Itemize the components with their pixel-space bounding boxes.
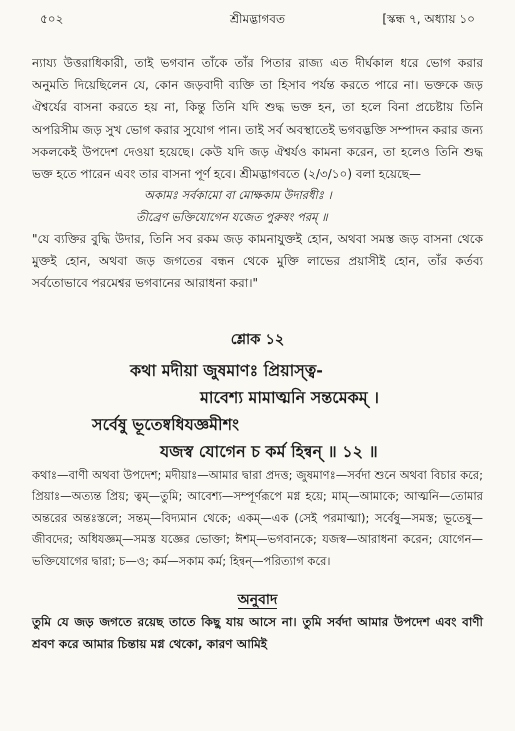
translation-heading	[32, 589, 483, 611]
word-for-word-synonyms: কথাঃ—বাণী অথবা উপদেশ; মদীয়াঃ—আমার দ্বারা প্রদত্ত; জুষমাণঃ—সর্বদা শুনে অথবা বিচার করে; প্রিয়াঃ—অত্যন্ত প্রিয়; ত্বম্—তুমি; আবেশ্য—সম্পূর্ণরূপে মগ্ন হয়ে; মাম্—আমাকে; আত্মনি—তোমার অন্তরের অন্তঃস্তলে; সন্তম্—বিদ্যমান থেকে; একম্—এক (সেই পরমাত্মা); সর্বেষু—সমস্ত; ভূতেষু—জীবদের; অধিযজ্ঞম্—সমস্ত যজ্ঞের ভোক্তা; ঈশম্—ভগবানকে; যজস্ব—আরাধনা করেন; যোগেন—ভক্তিযোগের দ্বারা; চ—ও; কর্ম—সকাম কর্ম; হিন্বন্—পরিত্যাগ করে।	[32, 467, 483, 568]
page-body	[32, 52, 483, 655]
verse-line-4: যজস্ব যোগেন চ কর্ম হিন্বন্ ॥ ১২ ॥	[160, 441, 378, 461]
verse-line-1: কথা মদীয়া জুষমাণঃ প্রিয়াস্ত্ব-	[130, 360, 323, 380]
sanskrit-quote	[48, 184, 483, 228]
running-header	[40, 10, 475, 28]
chapter-reference: [স্কন্ধ ৭, অধ্যায় ১০	[382, 12, 475, 26]
page-number: ৫০২	[40, 12, 64, 26]
verse-line-3: সর্বেষু ভূতেষ্বধিযজ্ঞমীশং	[92, 414, 239, 434]
purport-paragraph: ন্যায্য উত্তরাধিকারী, তাই ভগবান তাঁকে তাঁর পিতার রাজ্য এত দীর্ঘকাল ধরে ভোগ করার অনুমতি দিয়েছিলেন যে, কোন জড়বাদী ব্যক্তি তা হিসাব পর্যন্ত করতে পারে না। ভক্তকে জড় ঐশ্বর্যের বাসনা করতে হয় না, কিন্তু তিনি যদি শুদ্ধ ভক্ত হন, তা হলে বিনা প্রচেষ্টায় তিনি অপরিসীম জড় সুখ ভোগ করার সুযোগ পান। তাই সর্ব অবস্থাতেই ভগবদ্ভক্তি সম্পাদন করার জন্য সকলকেই উপদেশ দেওয়া হয়েছে। কেউ যদি জড় ঐশ্বর্যও কামনা করেন, তা হলেও তিনি শুদ্ধ ভক্ত হতে পারেন এবং তার বাসনা পূর্ণ হবে। শ্রীমদ্ভাগবতে (২/৩/১০) বলা হয়েছে—	[32, 56, 483, 182]
sanskrit-quote-line-1: অকামঃ সর্বকামো বা মোক্ষকাম উদারধীঃ ।	[144, 188, 332, 202]
book-title: শ্রীমদ্ভাগবত	[229, 12, 285, 26]
verse-line-2: মাবেশ্য মামাত্মনি সন্তমেকম্ ।	[200, 387, 379, 407]
translation-heading-label: অনুবাদ	[237, 591, 278, 608]
translation-paragraph: তুমি যে জড় জগতে রয়েছ তাতে কিছু যায় আসে না। তুমি সর্বদা আমার উপদেশ এবং বাণী শ্রবণ করে আমার চিন্তায় মগ্ন থেকো, কারণ আমিই	[32, 614, 483, 651]
sanskrit-quote-line-2: তীব্রেণ ভক্তিযোগেন যজেত পুরুষং পরম্ ॥	[136, 210, 328, 224]
quote-translation: "যে ব্যক্তির বুদ্ধি উদার, তিনি সব রকম জড় কামনাযুক্তই হোন, অথবা সমস্ত জড় বাসনা থেকে মুক্তই হোন, অথবা জড় জগতের বন্ধন থেকে মুক্তি লাভের প্রয়াসীই হোন, তাঁর কর্তব্য সর্বতোভাবে পরমেশ্বর ভগবানের আরাধনা করা।"	[32, 232, 483, 291]
verse-text	[32, 357, 483, 465]
verse-heading: শ্লোক ১২	[230, 331, 285, 348]
